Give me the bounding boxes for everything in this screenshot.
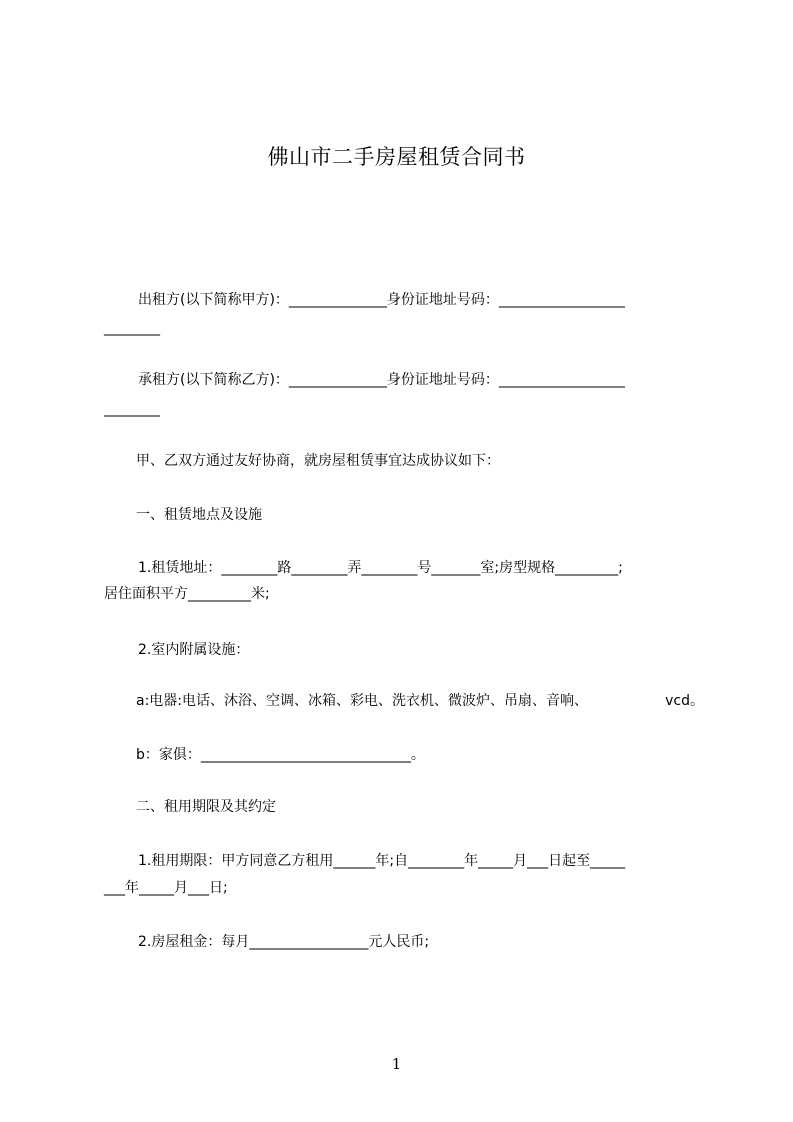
lessor-line-continued: ________ — [104, 320, 160, 336]
appliances-list: a:电器:电话、沐浴、空调、冰箱、彩电、洗衣机、微波炉、吊扇、音响、 — [136, 693, 589, 709]
lessee-line-continued: ________ — [104, 401, 160, 417]
document-title: 佛山市二手房屋租赁合同书 — [267, 145, 526, 169]
lessee-line: 承租方(以下简称乙方)：______________身份证地址号码：__________________ — [138, 372, 625, 388]
page-number: 1 — [391, 1055, 402, 1073]
lessor-line: 出租方(以下简称甲方)：______________身份证地址号码：__________________ — [138, 292, 625, 308]
intro-paragraph: 甲、乙双方通过友好协商，就房屋租赁事宜达成协议如下： — [136, 453, 500, 469]
section1-heading: 一、租赁地点及设施 — [136, 507, 262, 523]
living-area-line: 居住面积平方_________米; — [104, 586, 270, 602]
furniture-line: b：家俱：______________________________。 — [136, 747, 425, 763]
appliances-line — [136, 691, 704, 711]
lease-term-line-continued: ___年_____月___日; — [104, 880, 228, 896]
section2-heading: 二、租用期限及其约定 — [136, 799, 276, 815]
rental-address-line: 1.租赁地址：________路________弄________号_______室;房型规格_________; — [138, 560, 623, 576]
appliances-vcd: vcd。 — [665, 693, 704, 709]
rent-line: 2.房屋租金：每月_________________元人民币; — [138, 934, 430, 950]
lease-term-line: 1.租用期限：甲方同意乙方租用______年;自________年_____月___日起至_____ — [138, 853, 626, 869]
facilities-item: 2.室内附属设施： — [138, 642, 250, 658]
